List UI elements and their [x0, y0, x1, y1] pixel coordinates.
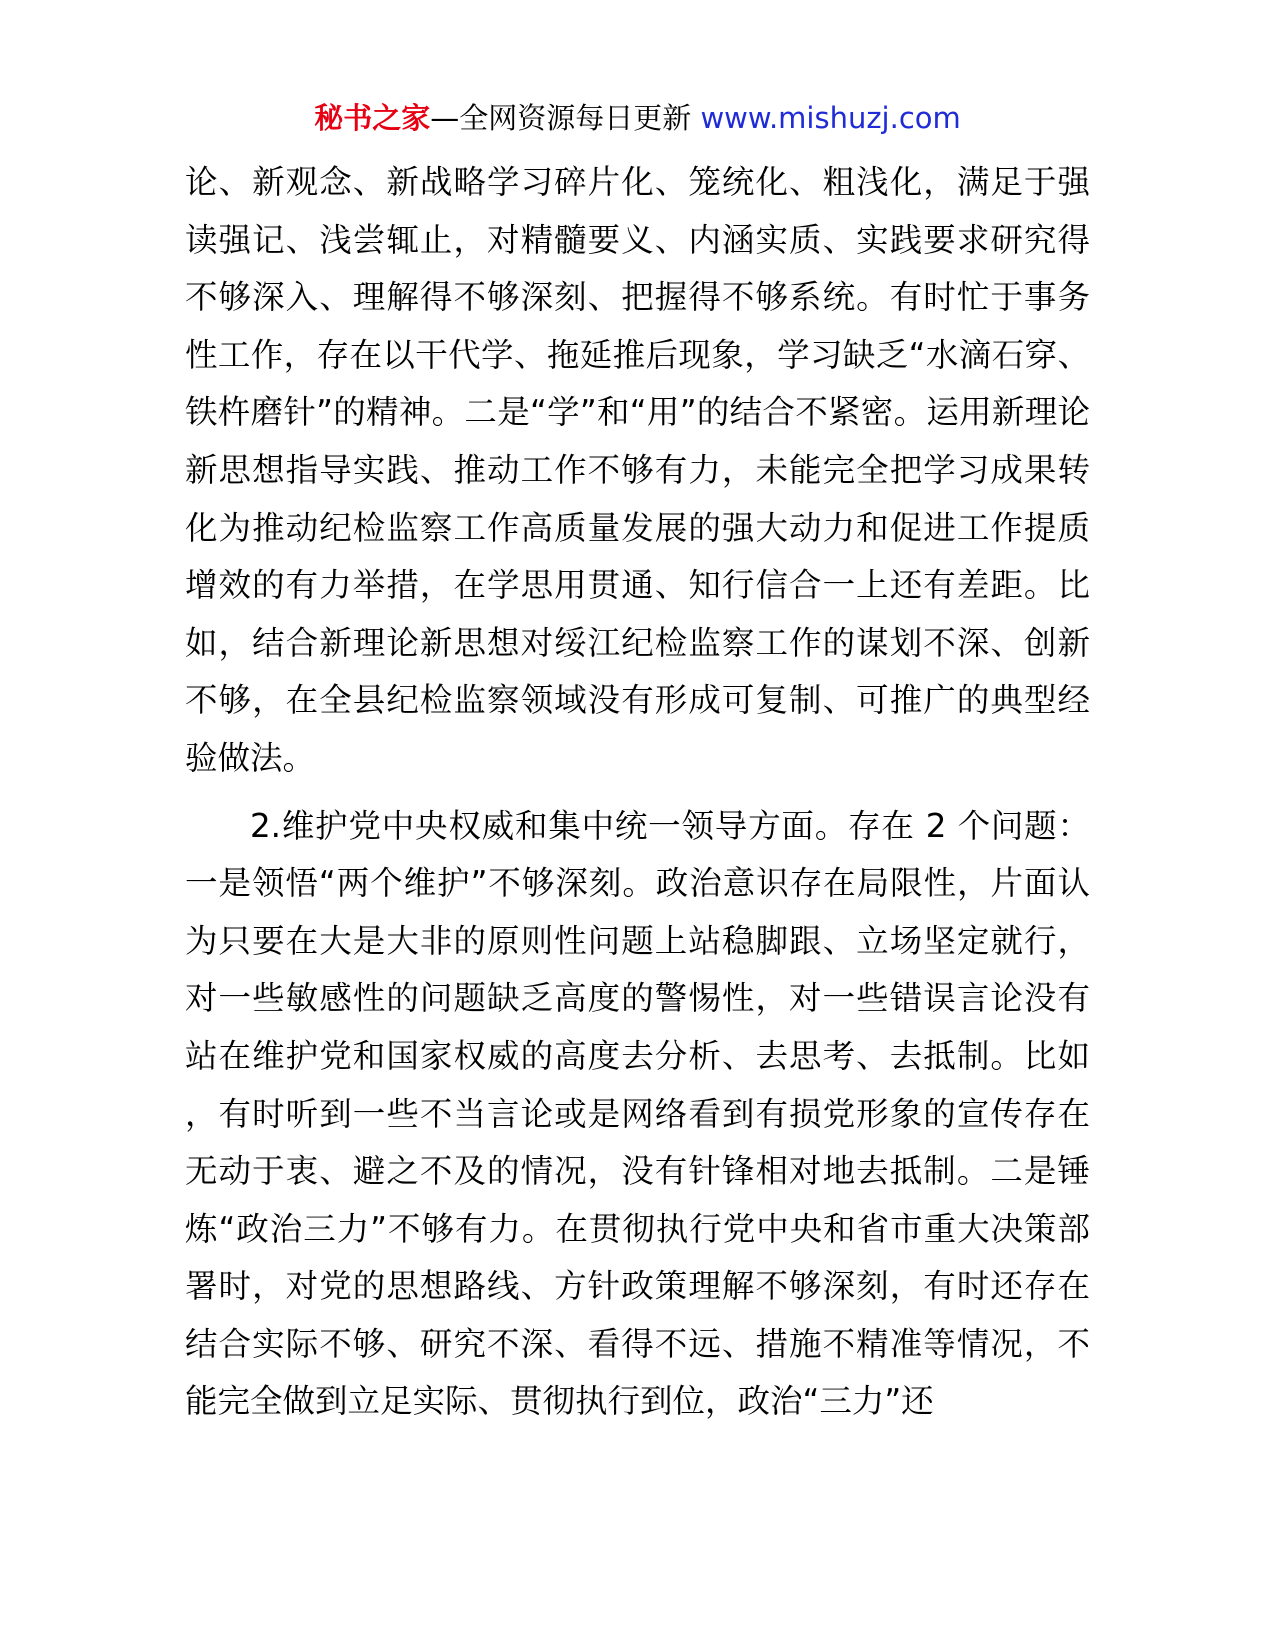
site-tagline: —全网资源每日更新: [430, 101, 692, 135]
site-url-link[interactable]: www.mishuzj.com: [700, 101, 961, 135]
paragraph-gap: [185, 788, 1090, 798]
paragraph-continued: 论、新观念、新战略学习碎片化、笼统化、粗浅化，满足于强读强记、浅尝辄止，对精髓要义、内涵实质、实践要求研究得不够深入、理解得不够深刻、把握得不够系统。有时忙于事务性工作，存在以干代学、拖延推后现象，学习缺乏“水滴石穿、铁杵磨针”的精神。二是“学”和“用”的结合不紧密。运用新理论新思想指导实践、推动工作不够有力，未能完全把学习成果转化为推动纪检监察工作高质量发展的强大动力和促进工作提质增效的有力举措，在学思用贯通、知行信合一上还有差距。比如，结合新理论新思想对绥江纪检监察工作的谋划不深、创新不够，在全县纪检监察领域没有形成可复制、可推广的典型经验做法。: [185, 163, 1090, 777]
paragraph-section-2: 2.维护党中央权威和集中统一领导方面。存在 2 个问题：一是领悟“两个维护”不够深刻。政治意识存在局限性，片面认为只要在大是大非的原则性问题上站稳脚跟、立场坚定就行，对一些敏感性的问题缺乏高度的警惕性，对一些错误言论没有站在维护党和国家权威的高度去分析、去思考、去抵制。比如，有时听到一些不当言论或是网络看到有损党形象的宣传存在无动于衷、避之不及的情况，没有针锋相对地去抵制。二是锤炼“政治三力”不够有力。在贯彻执行党中央和省市重大决策部署时，对党的思想路线、方针政策理解不够深刻，有时还存在结合实际不够、研究不深、看得不远、措施不精准等情况，不能完全做到立足实际、贯彻执行到位，政治“三力”还: [185, 806, 1090, 1421]
watermark-header: [0, 98, 1275, 138]
site-brand: 秘书之家: [314, 101, 431, 135]
document-body: [185, 154, 1090, 1431]
